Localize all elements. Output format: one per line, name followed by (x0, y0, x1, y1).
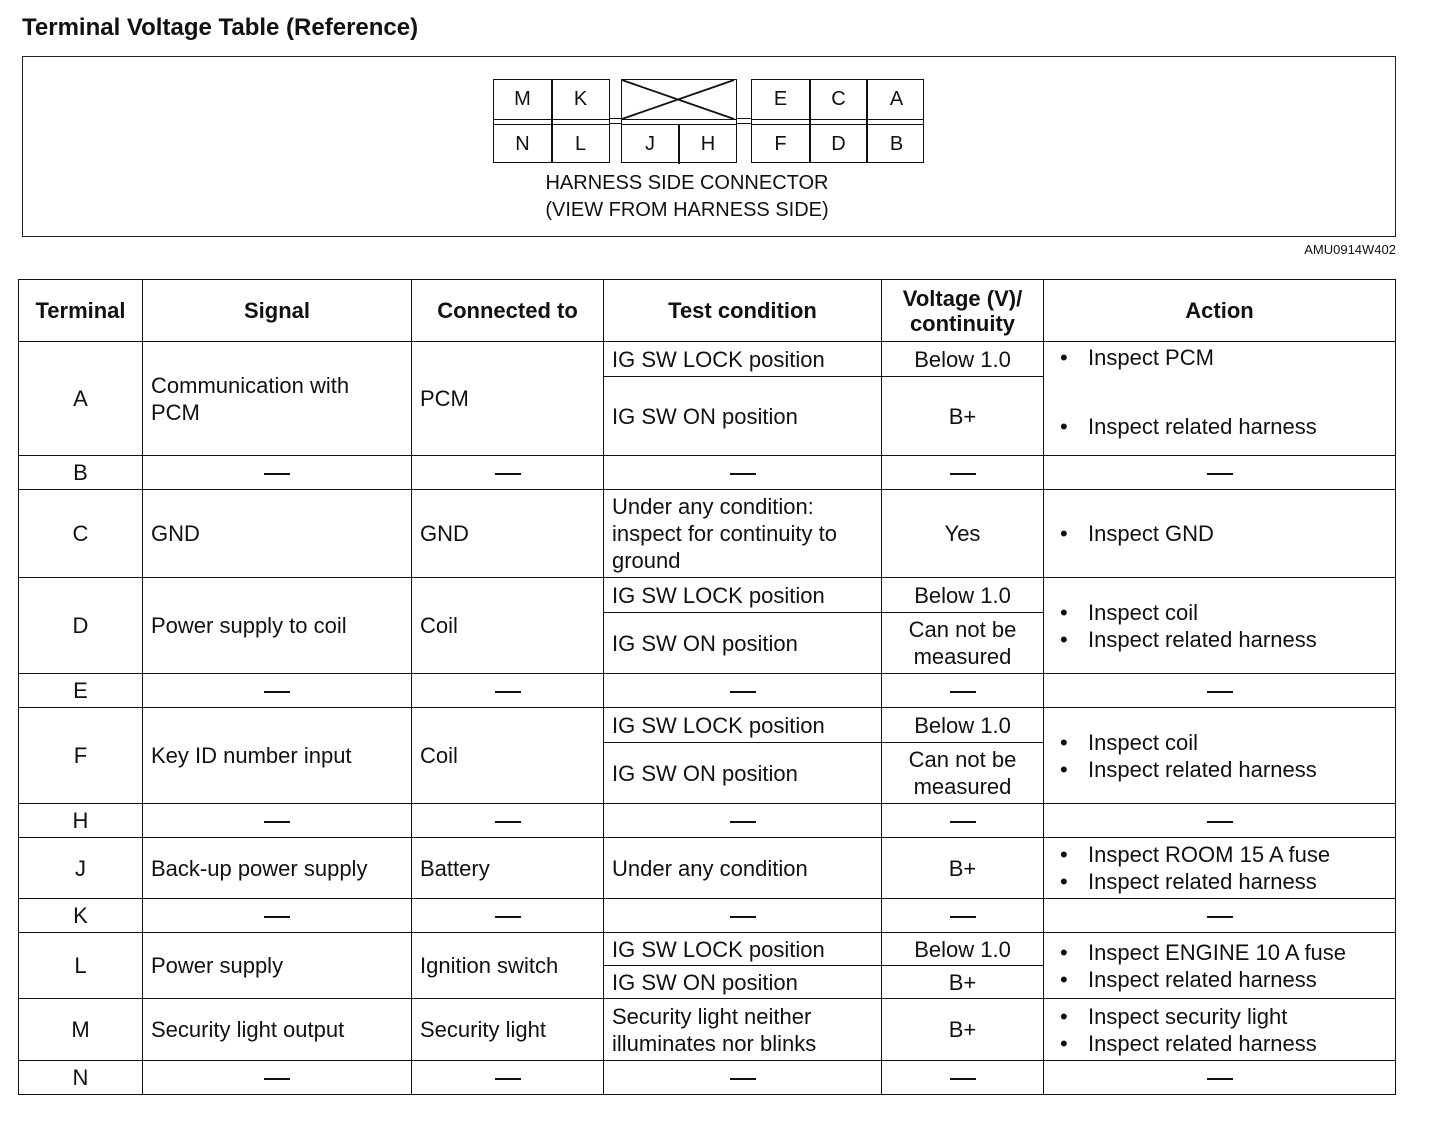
table-row (19, 342, 1396, 377)
dash-mark (730, 916, 756, 918)
cell-action (1044, 456, 1396, 490)
pin-label: D (831, 133, 846, 155)
action-item: • Inspect ENGINE 10 A fuse (1088, 939, 1387, 966)
blanked-cavity-cross (622, 80, 734, 119)
cell-terminal: F (19, 708, 143, 804)
cell-signal (143, 1061, 412, 1095)
cell-action (1044, 999, 1396, 1061)
table-row (19, 456, 1396, 490)
cell-voltage (882, 899, 1044, 933)
dash-mark (264, 916, 290, 918)
pin-label: J (645, 133, 655, 155)
pin-label: M (514, 88, 531, 110)
connector-block-middle (621, 79, 737, 163)
action-item: • Inspect coil (1088, 599, 1387, 626)
cell-test-condition: IG SW ON position (604, 377, 882, 456)
cell-test-condition: IG SW ON position (604, 743, 882, 804)
dash-mark (495, 916, 521, 918)
dash-mark (1207, 916, 1233, 918)
cell-action (1044, 674, 1396, 708)
cell-terminal: D (19, 578, 143, 674)
table-header-row (19, 280, 1396, 342)
cell-voltage: Below 1.0 (882, 933, 1044, 966)
cell-voltage: Below 1.0 (882, 342, 1044, 377)
cell-terminal: A (19, 342, 143, 456)
table-row (19, 708, 1396, 743)
table-row (19, 999, 1396, 1061)
dash-mark (495, 1078, 521, 1080)
cell-action (1044, 899, 1396, 933)
action-item: • Inspect ROOM 15 A fuse (1088, 841, 1387, 868)
table-row (19, 674, 1396, 708)
dash-mark (950, 916, 976, 918)
cell-connected-to (412, 899, 604, 933)
cell-signal: Power supply (143, 933, 412, 999)
dash-mark (264, 1078, 290, 1080)
cell-terminal: C (19, 490, 143, 578)
pin-label: B (889, 133, 904, 155)
cell-voltage: B+ (882, 377, 1044, 456)
pin-label: H (700, 133, 716, 155)
terminal-voltage-table (18, 279, 1396, 1095)
cell-terminal: B (19, 456, 143, 490)
table-row (19, 838, 1396, 899)
cell-signal (143, 674, 412, 708)
cell-connected-to: GND (412, 490, 604, 578)
table-row (19, 490, 1396, 578)
cell-terminal: E (19, 674, 143, 708)
cell-action (1044, 1061, 1396, 1095)
pin-label: N (515, 133, 530, 155)
cell-signal: Communication with PCM (143, 342, 412, 456)
action-item: • Inspect security light (1088, 1003, 1387, 1030)
cell-voltage: Can not be measured (882, 613, 1044, 674)
dash-mark (730, 473, 756, 475)
connector-caption (1, 170, 1373, 224)
cell-terminal: K (19, 899, 143, 933)
cell-voltage: B+ (882, 999, 1044, 1061)
table-row (19, 578, 1396, 613)
cell-signal: GND (143, 490, 412, 578)
pin-label: A (889, 88, 904, 110)
cell-signal: Back-up power supply (143, 838, 412, 899)
cell-voltage: B+ (882, 966, 1044, 999)
pin-label: F (774, 133, 787, 155)
cell-signal: Key ID number input (143, 708, 412, 804)
dash-mark (950, 473, 976, 475)
action-item: • Inspect coil (1088, 729, 1387, 756)
header-voltage (882, 280, 1044, 342)
header-connected-to: Connected to (412, 280, 604, 342)
cell-test-condition: IG SW ON position (604, 966, 882, 999)
dash-mark (1207, 1078, 1233, 1080)
dash-mark (1207, 821, 1233, 823)
action-item: • Inspect related harness (1088, 868, 1387, 895)
action-item: • Inspect related harness (1088, 756, 1387, 783)
cell-voltage: Below 1.0 (882, 708, 1044, 743)
connector-block-left (493, 79, 610, 163)
cell-action (1044, 578, 1396, 674)
cell-voltage: Yes (882, 490, 1044, 578)
dash-mark (264, 473, 290, 475)
dash-mark (495, 691, 521, 693)
cell-action (1044, 838, 1396, 899)
dash-mark (264, 691, 290, 693)
cell-terminal: N (19, 1061, 143, 1095)
cell-test-condition (604, 456, 882, 490)
cell-test-condition: IG SW LOCK position (604, 578, 882, 613)
header-voltage-line2: continuity (909, 310, 1016, 336)
dash-mark (495, 821, 521, 823)
pin-label: E (773, 88, 788, 110)
header-test-condition: Test condition (604, 280, 882, 342)
dash-mark (1207, 473, 1233, 475)
cell-action (1044, 933, 1396, 999)
cell-test-condition: IG SW ON position (604, 613, 882, 674)
action-item: • Inspect related harness (1088, 626, 1387, 653)
pin-label: C (831, 88, 846, 110)
cell-voltage: Below 1.0 (882, 578, 1044, 613)
cell-test-condition: IG SW LOCK position (604, 933, 882, 966)
action-item: • Inspect GND (1088, 520, 1387, 547)
cell-terminal: L (19, 933, 143, 999)
cell-terminal: M (19, 999, 143, 1061)
header-action: Action (1044, 280, 1396, 342)
cell-test-condition: Under any condition: inspect for continuity to ground (604, 490, 882, 578)
action-item: • Inspect related harness (1088, 966, 1387, 993)
header-voltage-line1: Voltage (V)/ (902, 285, 1023, 311)
cell-test-condition: Under any condition (604, 838, 882, 899)
cell-action (1044, 708, 1396, 804)
cell-terminal: J (19, 838, 143, 899)
cell-voltage: B+ (882, 838, 1044, 899)
cell-action (1044, 804, 1396, 838)
figure-code: AMU0914W402 (1304, 242, 1396, 257)
connector-diagram (22, 56, 1396, 237)
cell-test-condition: IG SW LOCK position (604, 708, 882, 743)
cell-action (1044, 342, 1396, 456)
dash-mark (730, 691, 756, 693)
cell-test-condition: IG SW LOCK position (604, 342, 882, 377)
action-item: • Inspect related harness (1088, 1030, 1387, 1057)
dash-mark (730, 1078, 756, 1080)
pin-label: K (573, 88, 588, 110)
dash-mark (264, 821, 290, 823)
header-signal: Signal (143, 280, 412, 342)
header-terminal: Terminal (19, 280, 143, 342)
dash-mark (495, 473, 521, 475)
cell-signal: Security light output (143, 999, 412, 1061)
cell-voltage (882, 674, 1044, 708)
dash-mark (950, 1078, 976, 1080)
cell-action (1044, 490, 1396, 578)
page-title: Terminal Voltage Table (Reference) (22, 14, 419, 41)
table-row (19, 899, 1396, 933)
cell-connected-to: Ignition switch (412, 933, 604, 999)
cell-voltage (882, 804, 1044, 838)
cell-connected-to: PCM (412, 342, 604, 456)
cell-connected-to: Security light (412, 999, 604, 1061)
cell-connected-to (412, 804, 604, 838)
table-row (19, 804, 1396, 838)
cell-connected-to: Coil (412, 708, 604, 804)
cell-signal: Power supply to coil (143, 578, 412, 674)
connector-caption-line2: (VIEW FROM HARNESS SIDE) (545, 199, 829, 221)
cell-signal (143, 804, 412, 838)
dash-mark (1207, 691, 1233, 693)
cell-voltage (882, 1061, 1044, 1095)
dash-mark (730, 821, 756, 823)
cell-signal (143, 456, 412, 490)
cell-signal (143, 899, 412, 933)
cell-test-condition (604, 899, 882, 933)
cell-connected-to: Coil (412, 578, 604, 674)
connector-caption-line1: HARNESS SIDE CONNECTOR (545, 172, 829, 194)
cell-test-condition (604, 674, 882, 708)
table-row (19, 933, 1396, 966)
dash-mark (950, 821, 976, 823)
cell-test-condition (604, 804, 882, 838)
cell-test-condition (604, 1061, 882, 1095)
table-row (19, 1061, 1396, 1095)
action-item: • Inspect related harness (1088, 413, 1387, 440)
cell-voltage (882, 456, 1044, 490)
cell-terminal: H (19, 804, 143, 838)
cell-test-condition: Security light neither illuminates nor blinks (604, 999, 882, 1061)
cell-connected-to: Battery (412, 838, 604, 899)
dash-mark (950, 691, 976, 693)
connector-block-right (751, 79, 924, 163)
pin-label: L (574, 133, 587, 155)
cell-connected-to (412, 674, 604, 708)
cell-connected-to (412, 1061, 604, 1095)
cell-connected-to (412, 456, 604, 490)
action-item: • Inspect PCM (1088, 344, 1387, 371)
cell-voltage: Can not be measured (882, 743, 1044, 804)
